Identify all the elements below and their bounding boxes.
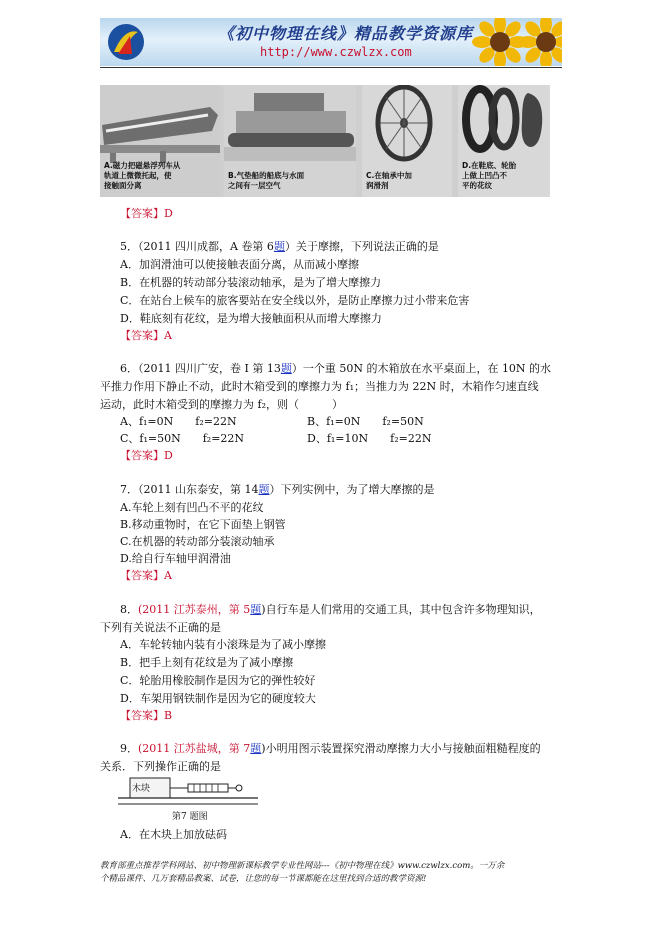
option-c: C．在站台上候车的旅客要站在安全线以外，是防止摩擦力过小带来危害 [120, 294, 470, 307]
question-8-line2: 下列有关说法不正确的是 [100, 621, 221, 634]
answer-line: 【答案】D [120, 207, 173, 220]
photo-caption: D.在鞋底、轮胎 [462, 161, 517, 170]
question-6-stem: 6．（2011 四川广安，卷 I 第 13题）一个重 50N 的木箱放在水平桌面上，在 10N 的水 [120, 362, 552, 375]
footer-line: 个精品课件、几万套精品教案、试卷，让您的每一节课都能在这里找到合适的教学资源! [100, 874, 427, 884]
sunflower-icon [518, 18, 562, 66]
figure-caption: 第7 题图 [172, 812, 208, 822]
option-b: B.移动重物时，在它下面垫上钢管 [120, 518, 286, 531]
question-link[interactable]: 题 [258, 483, 270, 496]
question-4-photo-strip [100, 85, 550, 197]
question-7-stem: 7．（2011 山东泰安，第 14题）下列实例中，为了增大摩擦的是 [120, 483, 435, 496]
option-d: D．车架用钢铁制作是因为它的硬度较大 [120, 692, 316, 705]
option-c: C.在机器的转动部分装滚动轴承 [120, 535, 275, 548]
photo-caption: 之间有一层空气 [228, 181, 281, 190]
block-label: 木块 [132, 784, 151, 794]
option-a: A．在木块上加放砝码 [120, 828, 227, 841]
banner-title: 《初中物理在线》精品教学资源库 [218, 24, 474, 43]
banner-url[interactable]: http://www.czwlzx.com [260, 45, 412, 59]
photo-caption: A.磁力把磁悬浮列车从 [104, 161, 181, 170]
question-9-line2: 关系．下列操作正确的是 [100, 760, 221, 773]
photo-caption: 平的花纹 [462, 181, 492, 190]
question-link[interactable]: 题 [280, 362, 292, 375]
option-b: B．把手上刻有花纹是为了减小摩擦 [120, 656, 294, 669]
photo-maglev-train [100, 85, 220, 197]
question-6-line3: 运动，此时木箱受到的摩擦力为 f₂，则（ ） [100, 398, 343, 411]
option-b: B．在机器的转动部分装滚动轴承，是为了增大摩擦力 [120, 276, 382, 289]
photo-bearing-wheel [362, 85, 452, 197]
photo-caption: 润滑剂 [366, 181, 389, 190]
option-a: A、f₁=0N f₂=22N [120, 415, 237, 428]
photo-hovercraft [224, 85, 356, 197]
photo-caption: 接触面分离 [104, 181, 142, 190]
option-d: D、f₁=10N f₂=22N [307, 432, 432, 445]
question-5-stem: 5．（2011 四川成都，A 卷第 6题）关于摩擦，下列说法正确的是 [120, 240, 439, 253]
footer-line: 教育部重点推荐学科网站、初中物理新课标教学专业性网站---《初中物理在线》www.czwlzx.com。一万余 [100, 861, 505, 871]
option-c: C．轮胎用橡胶制作是因为它的弹性较好 [120, 674, 316, 687]
photo-tire-sole [458, 85, 550, 197]
photo-caption: B.气垫船的船底与水面 [228, 171, 305, 180]
answer-line: 【答案】D [120, 449, 173, 462]
footer-note [100, 860, 560, 886]
photo-caption: 上做上凹凸不 [462, 171, 507, 180]
option-d: D.给自行车轴甲润滑油 [120, 552, 231, 565]
option-a: A．车轮转轴内装有小滚珠是为了减小摩擦 [120, 638, 326, 651]
answer-line: 【答案】A [120, 569, 172, 582]
question-link[interactable]: 题 [250, 742, 262, 755]
site-logo-icon [106, 22, 146, 62]
answer-line: 【答案】A [120, 329, 172, 342]
header-banner [100, 18, 562, 66]
question-6-line2: 平推力作用下静止不动，此时木箱受到的摩擦力为 f₁；当推力为 22N 时，木箱作匀速直线 [100, 380, 539, 393]
option-a: A．加润滑油可以使接触表面分离，从而减小摩擦 [120, 258, 359, 271]
answer-line: 【答案】B [120, 709, 173, 722]
question-link[interactable]: 题 [273, 240, 285, 253]
option-c: C、f₁=50N f₂=22N [120, 432, 245, 445]
option-d: D．鞋底刻有花纹，是为增大接触面积从而增大摩擦力 [120, 312, 382, 325]
photo-caption: C.在轴承中加 [366, 171, 412, 180]
option-b: B、f₁=0N f₂=50N [307, 415, 424, 428]
question-9-stem: 9．(2011 江苏盐城，第 7题)小明用图示装置探究滑动摩擦力大小与接触面粗糙程度的 [120, 742, 541, 755]
question-link[interactable]: 题 [250, 603, 262, 616]
question-8-stem: 8．(2011 江苏泰州，第 5题)自行车是人们常用的交通工具，其中包含许多物理知识， [120, 603, 541, 616]
photo-caption: 轨道上微微托起，使 [104, 171, 172, 180]
header-divider [100, 67, 562, 68]
option-a: A.车轮上刻有凹凸不平的花纹 [120, 501, 264, 514]
